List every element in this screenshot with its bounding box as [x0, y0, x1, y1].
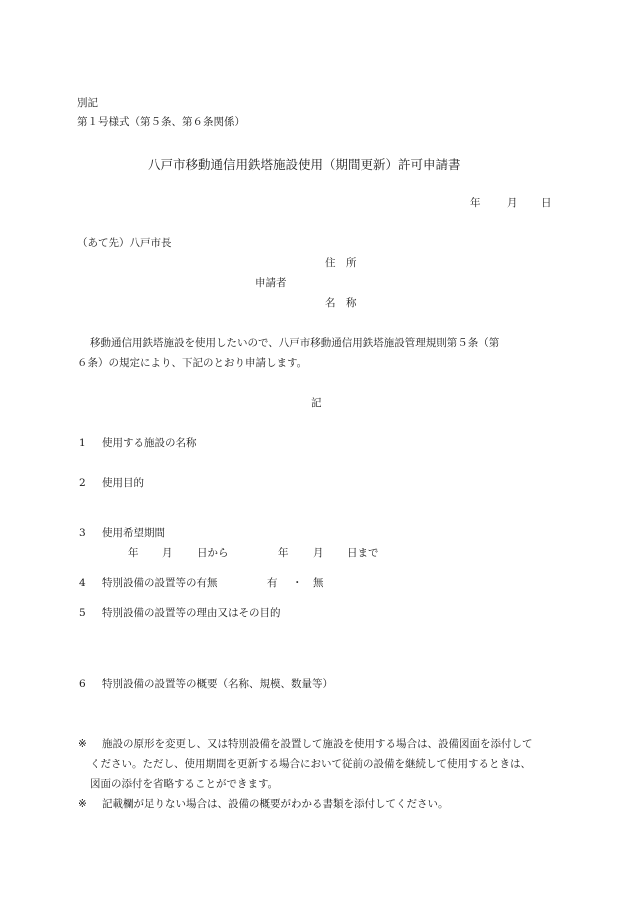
note-1-line-1: 施設の原形を変更し、又は特別設備を設置して施設を使用する場合は、設備図面を添付して [102, 738, 533, 750]
period-from-month: 月 [162, 547, 173, 559]
address-label: 住 所 [325, 257, 357, 269]
item-3-label: 使用希望期間 [102, 527, 165, 539]
item-1-label: 使用する施設の名称 [102, 437, 197, 449]
date-day: 日 [541, 197, 552, 209]
appendix-label: 別記 [77, 97, 98, 109]
body-line-1: 移動通信用鉄塔施設を使用したいので、八戸市移動通信用鉄塔施設管理規則第５条（第 [90, 337, 500, 349]
item-6-label: 特別設備の設置等の概要（名称、規模、数量等） [102, 678, 333, 690]
period-to-year: 年 [278, 547, 289, 559]
date-year: 年 [470, 197, 481, 209]
period-from-year: 年 [128, 547, 139, 559]
applicant-label: 申請者 [255, 277, 287, 289]
period-from-day: 日から [197, 547, 229, 559]
name-label: 名 称 [325, 297, 357, 309]
period-to-day: 日まで [347, 547, 379, 559]
item-4-number: 4 [79, 577, 86, 589]
form-number: 第１号様式（第５条、第６条関係） [77, 116, 245, 128]
note-2: 記載欄が足りない場合は、設備の概要がわかる書類を添付してください。 [102, 798, 449, 810]
presence-no: 無 [313, 577, 324, 589]
presence-separator: ・ [292, 577, 303, 589]
note-1-mark: ※ [78, 738, 87, 750]
body-line-2: ６条）の規定により、下記のとおり申請します。 [77, 357, 308, 369]
item-1-number: 1 [79, 437, 86, 449]
item-4-label: 特別設備の設置等の有無 [102, 577, 218, 589]
item-2-label: 使用目的 [102, 477, 144, 489]
date-month: 月 [507, 197, 518, 209]
document-title: 八戸市移動通信用鉄塔施設使用（期間更新）許可申請書 [148, 157, 461, 172]
item-5-number: 5 [79, 607, 86, 619]
note-1-line-2: ください。ただし、使用期間を更新する場合において従前の設備を継続して使用するときは、 [90, 758, 531, 770]
item-2-number: 2 [79, 477, 86, 489]
note-2-mark: ※ [78, 798, 87, 810]
item-3-number: 3 [79, 527, 86, 539]
item-5-label: 特別設備の設置等の理由又はその目的 [102, 607, 281, 619]
period-to-month: 月 [313, 547, 324, 559]
note-1-line-3: 図面の添付を省略することができます。 [90, 778, 279, 790]
item-6-number: 6 [79, 678, 86, 690]
addressee: （あて先）八戸市長 [77, 237, 172, 249]
ki-heading: 記 [311, 397, 322, 409]
presence-yes: 有 [267, 577, 278, 589]
